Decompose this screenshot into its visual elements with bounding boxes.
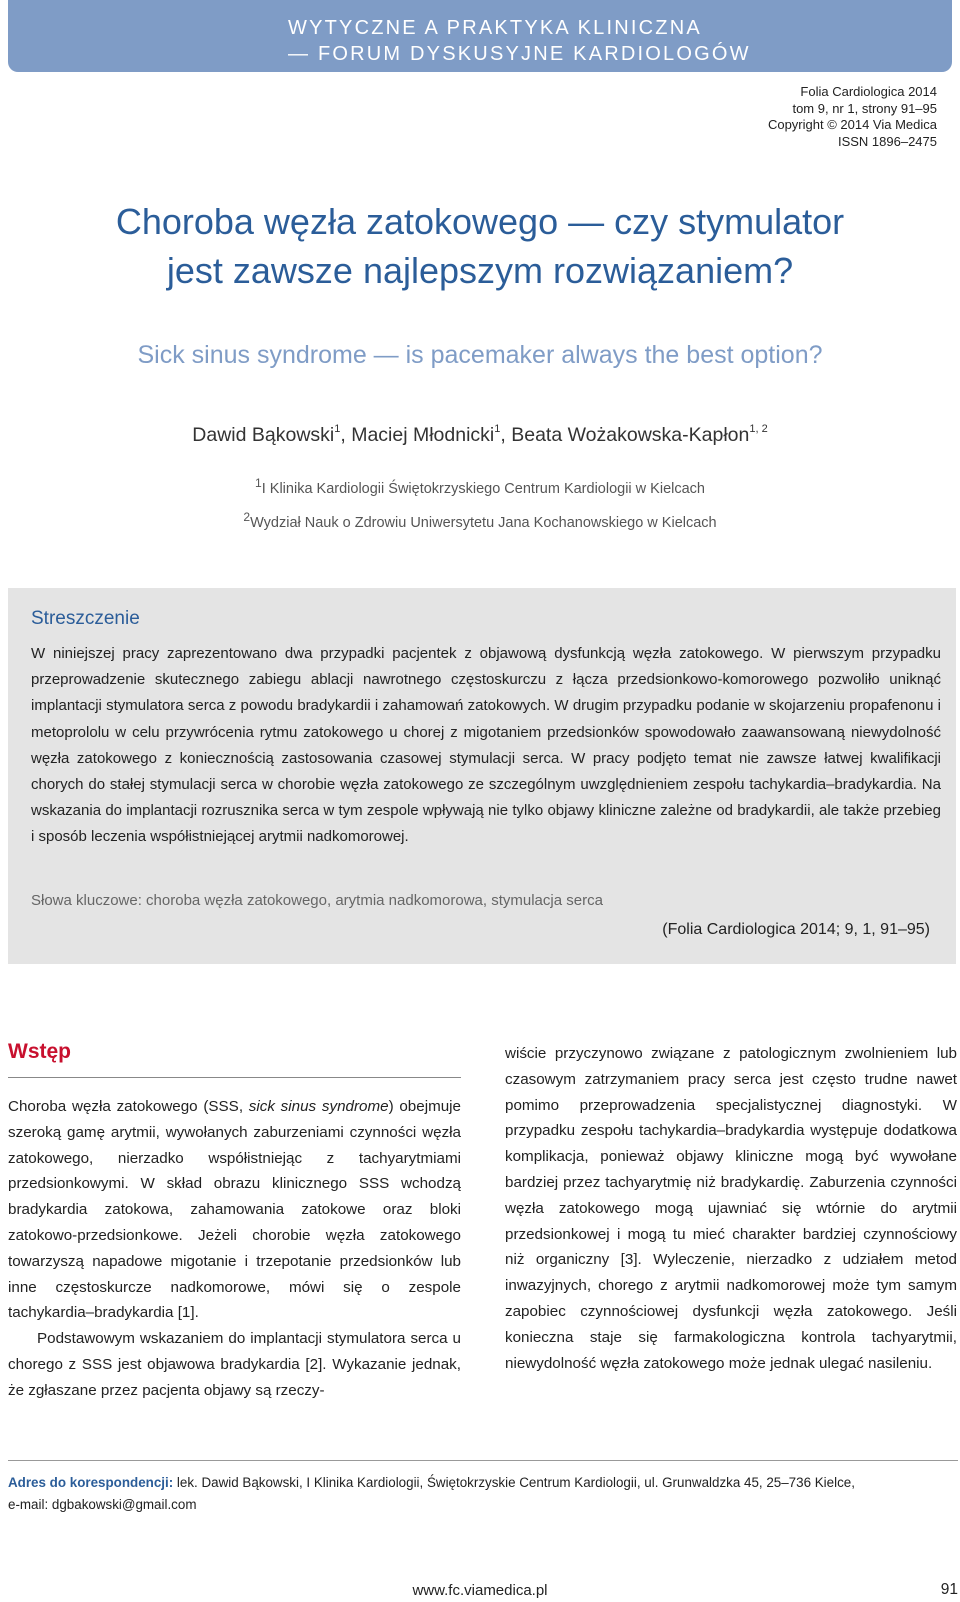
article-title [0, 197, 960, 295]
italic-term: sick sinus syndrome [248, 1098, 389, 1115]
affiliation-item [0, 503, 960, 537]
affiliation-item [0, 469, 960, 503]
journal-info [768, 84, 937, 150]
journal-copyright: Copyright © 2014 Via Medica [767, 117, 937, 132]
author-affiliation-ref: 1 [334, 423, 341, 435]
intro-paragraph-1 [8, 1094, 461, 1326]
body-column-right [505, 1041, 957, 1376]
paragraph-text: ) obejmuje szeroką gamę arytmii, wywołanych zaburzeniami czynności węzła zatokowego, nierzadko współistniejąc z tachyarytmiami przedsionkowymi. W skład obrazu klinicznego SSS wchodzą bradykardia zatokowa, zahamowania zatokowe oraz bloki zatokowo-przedsionkowe. Jeżeli chorobie węzła zatokowego towarzyszą napadowe migotanie i trzepotanie przedsionków lub inne częstoskurcze nadkomorowe, mówi się o zespole tachykardia–bradykardia [1]. [8, 1098, 461, 1322]
correspondence-note [8, 1472, 948, 1516]
banner-line-1: WYTYCZNE A PRAKTYKA KLINICZNA [288, 17, 702, 39]
author-affiliation-ref: 1 [494, 423, 501, 435]
abstract-heading: Streszczenie [31, 608, 140, 629]
paragraph-text: Choroba węzła zatokowego (SSS, [8, 1098, 249, 1115]
section-divider [8, 1077, 461, 1078]
title-line-2: jest zawsze najlepszym rozwiązaniem? [166, 250, 794, 291]
journal-issn: ISSN 1896–2475 [837, 133, 937, 149]
journal-volume: tom 9, nr 1, strony 91–95 [792, 100, 937, 116]
title-line-1: Choroba węzła zatokowego — czy stymulator [115, 201, 845, 242]
correspondence-email[interactable]: e-mail: dgbakowski@gmail.com [8, 1497, 197, 1512]
section-heading-intro: Wstęp [8, 1040, 71, 1063]
section-banner [8, 0, 952, 72]
author-affiliation-ref: 1, 2 [749, 423, 768, 435]
author-name: Dawid Bąkowski [192, 424, 335, 446]
body-column-left [8, 1094, 461, 1404]
affiliation-number: 1 [255, 476, 262, 490]
abstract-text: W niniejszej pracy zaprezentowano dwa przypadki pacjentek z objawową dysfunkcją węzła zatokowego. W pierwszym przypadku przeprowadzenie skutecznego zabiegu ablacji nawrotnego częstoskurczu z łącza przedsionkowo-komorowego pozwoliło uniknąć implantacji stymulatora serca z powodu bradykardii i zahamowań zatokowych. W drugim przypadku podanie w skojarzeniu propafenonu i metoprololu w celu przywrócenia rytmu zatokowego u chorej z migotaniem przedsionków spowodowało zaawansowaną niewydolność węzła zatokowego z koniecznością zastosowania czasowej stymulacji serca. W pracy podjęto temat nie zawsze łatwej kwalifikacji chorych do stałej stymulacji serca w chorobie węzła zatokowego ze szczególnym uwzględnieniem zespołu tachykardia–bradykardia. Na wskazania do implantacji rozrusznika serca w tym zespole wpływają nie tylko objawy kliniczne zależne od bradykardii, ale także przebieg i sposób leczenia współistniejącej arytmii nadkomorowej. [31, 645, 941, 846]
intro-paragraph-2-continued: wiście przyczynowo związane z patologicznym zwolnieniem lub czasowym zatrzymaniem pracy serca jest często trudne nawet pomimo przeprowadzenia specjalistycznej diagnostyki. W przypadku zespołu tachykardia–bradykardia występuje dodatkowa komplikacja, ponieważ objawy kliniczne mogą być wywołane bardziej przez tachyarytmię niż bradykardię. Zaburzenia czynności węzła zatokowego mogą ujawniać się wtórnie do arytmii przedsionkowej i mogą tu mieć charakter bardziej czynnościowy niż organiczny [3]. Wyleczenie, nierzadko z udziałem metod inwazyjnych, chorego z arytmii nadkomorowej może tym samym zapobiec czynnościowej dysfunkcji węzła zatokowego. Jeśli konieczna staje się farmakologiczna kontrola tachyarytmii, niewydolność węzła zatokowego może jednak ulegać nasileniu. [505, 1045, 957, 1372]
journal-name: Folia Cardiologica 2014 [800, 84, 937, 99]
affiliation-text: I Klinika Kardiologii Świętokrzyskiego Centrum Kardiologii w Kielcach [261, 480, 705, 497]
footnote-divider [8, 1460, 958, 1461]
affiliation-text: Wydział Nauk o Zdrowiu Uniwersytetu Jana Kochanowskiego w Kielcach [250, 514, 717, 531]
correspondence-label: Adres do korespondencji: [8, 1475, 174, 1490]
author-name: Beata Wożakowska-Kapłon [511, 424, 750, 446]
banner-line-2: — FORUM DYSKUSYJNE KARDIOLOGÓW [288, 43, 751, 65]
keywords: Słowa kluczowe: choroba węzła zatokowego, arytmia nadkomorowa, stymulacja serca [31, 892, 603, 909]
intro-paragraph-2-start: Podstawowym wskazaniem do implantacji stymulatora serca u chorego z SSS jest objawowa bradykardia [2]. Wykazanie jednak, że zgłaszane przez pacjenta objawy są rzeczy- [8, 1330, 461, 1399]
article-subtitle: Sick sinus syndrome — is pacemaker always the best option? [137, 341, 823, 369]
author-list: Dawid Bąkowski$^1$, Maciej Młodnicki$^1$, Beata Wożakowska-Kapłon$^{1, 2}$ [192, 423, 768, 446]
correspondence-address: lek. Dawid Bąkowski, I Klinika Kardiologii, Świętokrzyskie Centrum Kardiologii, ul. Grunwaldzka 45, 25–736 Kielce, [173, 1475, 855, 1490]
abstract-box [8, 588, 956, 964]
journal-website[interactable]: www.fc.viamedica.pl [412, 1582, 548, 1599]
page-number: 91 [940, 1581, 958, 1598]
affiliation-number: 2 [243, 509, 251, 524]
author-name: Maciej Młodnicki [351, 424, 495, 446]
citation: (Folia Cardiologica 2014; 9, 1, 91–95) [662, 921, 930, 938]
affiliations [0, 469, 960, 537]
